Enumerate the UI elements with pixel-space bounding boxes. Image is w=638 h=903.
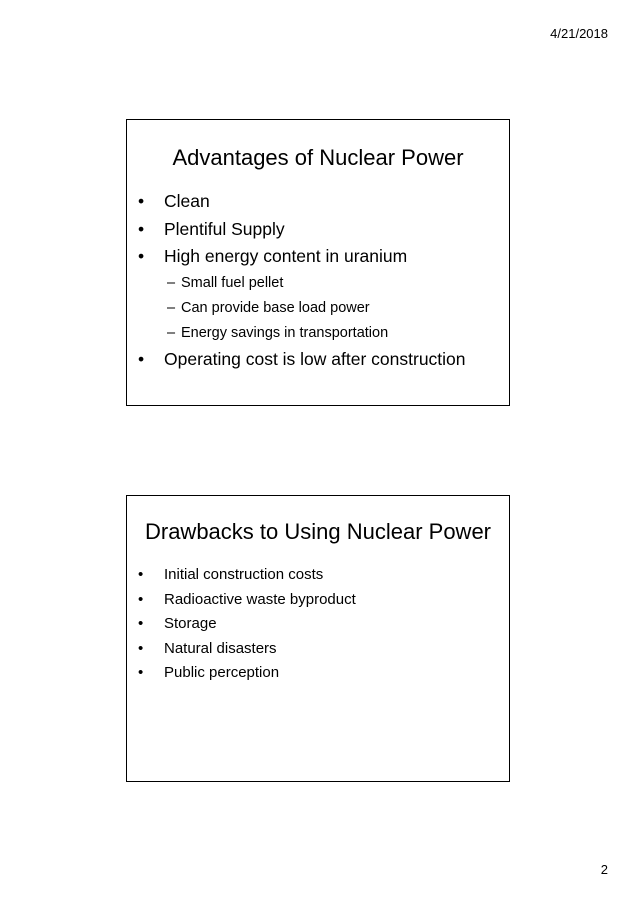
slide-title: Drawbacks to Using Nuclear Power xyxy=(144,519,492,544)
sub-list-item xyxy=(138,272,503,297)
slide-title: Advantages of Nuclear Power xyxy=(172,145,464,170)
sub-list-item xyxy=(138,322,503,347)
slide-drawbacks xyxy=(126,495,510,782)
bullet-text: High energy content in uranium xyxy=(164,246,408,266)
list-item xyxy=(138,589,503,614)
bullet-text: Operating cost is low after construction xyxy=(164,348,466,369)
sub-bullet-text: Small fuel pellet xyxy=(181,274,284,291)
bullet-text: Radioactive waste byproduct xyxy=(164,590,356,608)
bullet-list xyxy=(138,564,503,687)
bullet-marker: • xyxy=(138,191,145,211)
list-item xyxy=(138,347,503,375)
list-item xyxy=(138,189,503,217)
sub-bullet-marker: – xyxy=(167,324,176,341)
bullet-text: Clean xyxy=(164,191,210,211)
sub-bullet-marker: – xyxy=(167,299,176,316)
bullet-marker: • xyxy=(138,590,144,608)
bullet-marker: • xyxy=(138,664,144,681)
list-item xyxy=(138,662,503,687)
sub-bullet-marker: – xyxy=(167,274,176,291)
bullet-marker: • xyxy=(138,615,144,632)
bullet-text: Natural disasters xyxy=(164,639,277,657)
bullet-text: Plentiful Supply xyxy=(164,218,285,239)
bullet-marker: • xyxy=(138,639,144,657)
bullet-marker: • xyxy=(138,246,145,266)
list-item xyxy=(138,217,503,245)
page-date: 4/21/2018 xyxy=(550,26,608,41)
sub-list-item xyxy=(138,297,503,322)
list-item xyxy=(138,638,503,663)
bullet-marker: • xyxy=(138,348,145,369)
slide-advantages xyxy=(126,119,510,406)
sub-bullet-text: Energy savings in transportation xyxy=(181,324,389,341)
bullet-text: Initial construction costs xyxy=(164,566,324,583)
bullet-list xyxy=(138,189,503,374)
list-item xyxy=(138,613,503,638)
list-item xyxy=(138,244,503,272)
sub-bullet-text: Can provide base load power xyxy=(181,299,370,316)
bullet-text: Storage xyxy=(164,615,217,632)
bullet-text: Public perception xyxy=(164,664,280,681)
list-item xyxy=(138,564,503,589)
bullet-marker: • xyxy=(138,218,145,239)
page-number: 2 xyxy=(600,862,608,877)
bullet-marker: • xyxy=(138,566,144,583)
